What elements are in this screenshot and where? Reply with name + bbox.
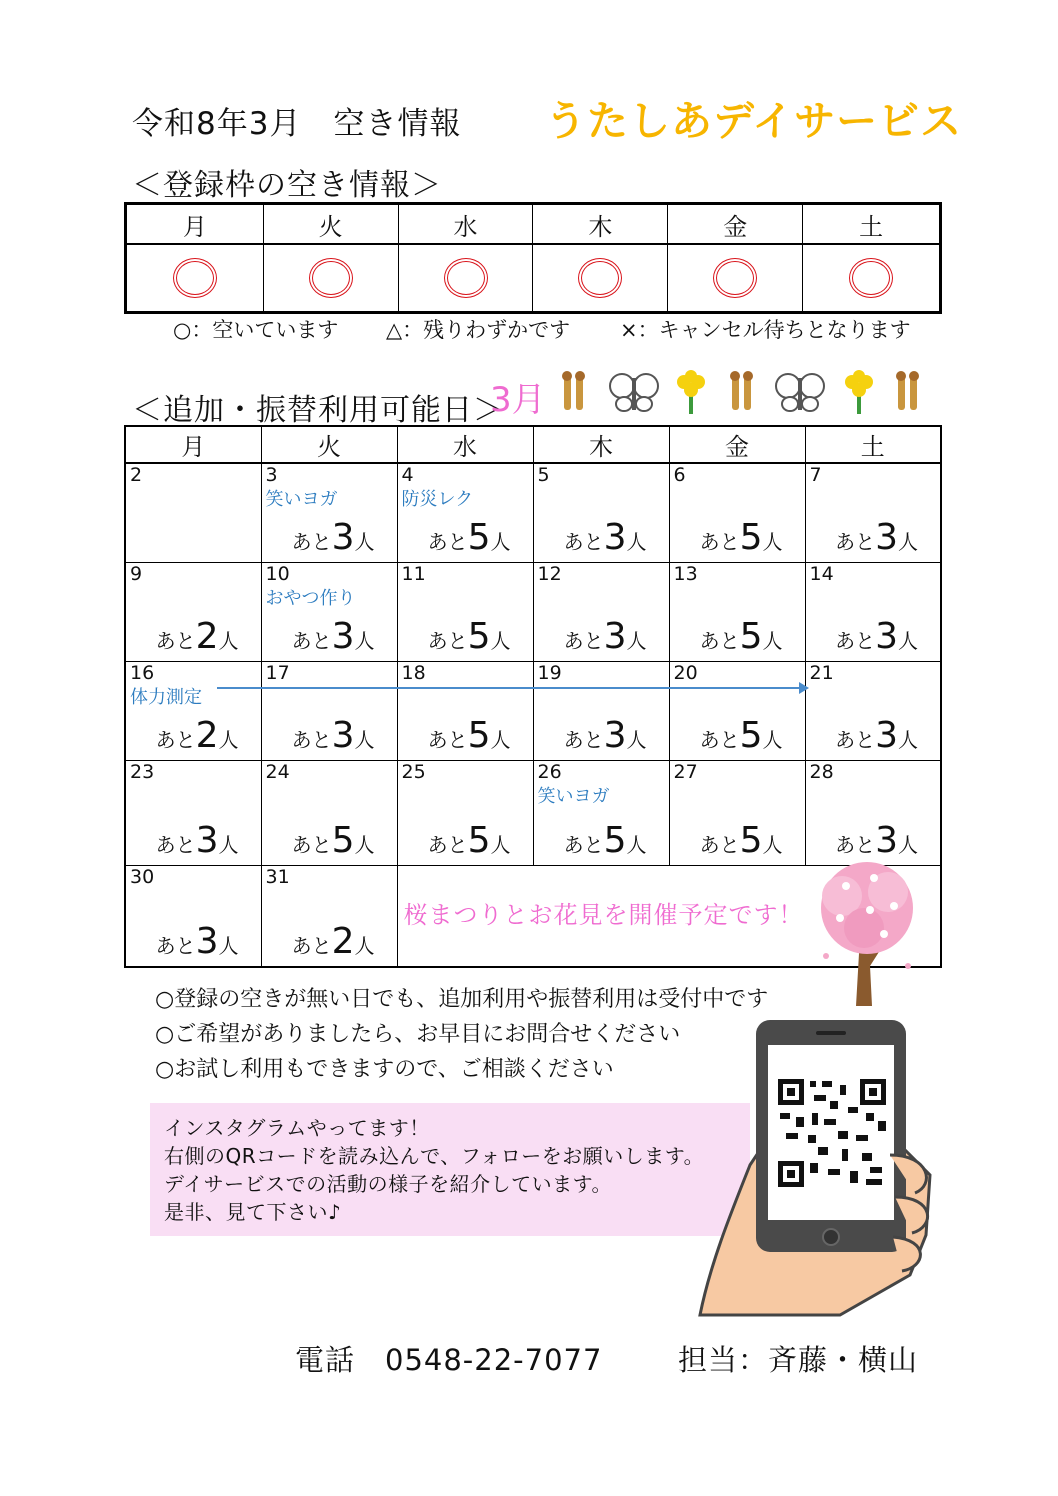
remaining-slots <box>835 616 918 657</box>
registration-table <box>124 202 942 314</box>
remaining-prefix: あと <box>155 934 196 958</box>
butterfly-icon <box>610 374 658 411</box>
calendar-day-cell <box>261 866 397 968</box>
remaining-unit: 人 <box>898 530 918 554</box>
remaining-slots <box>428 715 511 756</box>
rapeseed-flower-icon <box>677 370 705 414</box>
remaining-slots <box>564 616 647 657</box>
calendar-heading: ＜追加・振替利用可能日＞ <box>132 393 504 428</box>
date-number: 12 <box>537 563 562 585</box>
remaining-slots <box>564 820 647 861</box>
remaining-count: 2 <box>195 616 219 657</box>
remaining-count: 3 <box>331 616 355 657</box>
remaining-unit: 人 <box>354 728 375 752</box>
cal-day: 金 <box>669 426 805 463</box>
cal-day: 月 <box>125 426 261 463</box>
calendar-day-cell <box>261 463 397 563</box>
remaining-slots <box>700 715 783 756</box>
calendar-day-cell <box>397 463 533 563</box>
remaining-prefix: あと <box>563 728 604 752</box>
calendar-day-cell <box>805 563 941 662</box>
tsukushi-icon <box>730 371 753 410</box>
cherry-tree-icon <box>812 856 922 1012</box>
remaining-count: 3 <box>875 715 898 756</box>
remaining-count: 3 <box>875 616 898 657</box>
date-number: 4 <box>401 464 414 486</box>
remaining-prefix: あと <box>427 629 468 653</box>
remaining-count: 2 <box>195 715 219 756</box>
remaining-unit: 人 <box>626 833 647 857</box>
remaining-count: 3 <box>195 820 219 861</box>
remaining-prefix: あと <box>699 833 740 857</box>
remaining-prefix: あと <box>155 833 196 857</box>
remaining-unit: 人 <box>898 728 918 752</box>
remaining-count: 5 <box>331 820 355 861</box>
calendar-week-row <box>125 662 941 761</box>
sakura-event-note: 桜まつりとお花見を開催予定です！ <box>403 900 804 929</box>
remaining-prefix: あと <box>155 728 196 752</box>
remaining-prefix: あと <box>563 833 604 857</box>
date-number: 2 <box>130 464 143 486</box>
calendar-day-cell <box>805 463 941 563</box>
date-number: 13 <box>673 563 698 585</box>
note-line: ○ご希望がありましたら、お早目にお問合せください <box>155 1022 681 1047</box>
event-span-arrow-icon <box>215 680 815 696</box>
calendar-day-cell <box>261 563 397 662</box>
remaining-slots <box>835 820 918 861</box>
remaining-prefix: あと <box>291 934 332 958</box>
remaining-count: 3 <box>603 616 627 657</box>
qr-code-icon <box>776 1077 888 1189</box>
date-number: 9 <box>130 563 143 585</box>
staff-in-charge: 担当：斉藤・横山 <box>678 1343 919 1377</box>
remaining-slots <box>292 715 375 756</box>
phone-number: 電話 0548-22-7077 <box>295 1343 603 1377</box>
date-number: 17 <box>265 662 290 684</box>
remaining-count: 5 <box>467 715 491 756</box>
remaining-unit: 人 <box>354 629 375 653</box>
rapeseed-flower-icon <box>845 370 873 414</box>
remaining-prefix: あと <box>427 833 468 857</box>
remaining-prefix: あと <box>291 728 332 752</box>
calendar-day-cell <box>125 662 261 761</box>
remaining-slots <box>700 517 783 558</box>
remaining-count: 3 <box>195 921 219 962</box>
remaining-unit: 人 <box>490 728 511 752</box>
note-line: ○登録の空きが無い日でも、追加利用や振替利用は受付中です <box>155 987 769 1012</box>
calendar-week-row <box>125 761 941 866</box>
remaining-slots <box>292 616 375 657</box>
calendar-day-cell <box>397 563 533 662</box>
remaining-unit: 人 <box>218 629 239 653</box>
remaining-prefix: あと <box>835 728 876 752</box>
date-number: 16 <box>130 662 155 684</box>
remaining-prefix: あと <box>563 530 604 554</box>
remaining-prefix: あと <box>563 629 604 653</box>
event-label: 体力測定 <box>130 687 202 708</box>
reg-day: 金 <box>668 204 803 245</box>
calendar-day-cell <box>533 563 669 662</box>
cal-day: 火 <box>261 426 397 463</box>
calendar-day-cell <box>397 761 533 866</box>
remaining-prefix: あと <box>427 728 468 752</box>
reg-day: 水 <box>398 204 533 245</box>
event-label: 防災レク <box>401 489 474 510</box>
month-label: 3月 <box>490 380 546 420</box>
date-number: 28 <box>809 761 834 783</box>
spring-decoration-icon <box>560 366 940 416</box>
available-mark <box>173 258 217 298</box>
butterfly-icon <box>776 374 824 411</box>
remaining-unit: 人 <box>626 728 647 752</box>
calendar-day-cell <box>261 662 397 761</box>
calendar-day-cell <box>669 662 805 761</box>
remaining-unit: 人 <box>762 530 783 554</box>
event-label: 笑いヨガ <box>537 786 610 807</box>
remaining-prefix: あと <box>835 833 876 857</box>
remaining-unit: 人 <box>898 833 918 857</box>
tsukushi-icon <box>562 371 585 410</box>
remaining-unit: 人 <box>218 728 239 752</box>
calendar-day-cell <box>125 463 261 563</box>
calendar-day-cell <box>125 563 261 662</box>
remaining-unit: 人 <box>218 934 239 958</box>
date-number: 25 <box>401 761 426 783</box>
remaining-prefix: あと <box>699 530 740 554</box>
available-mark <box>849 258 893 298</box>
instagram-line: インスタグラムやってます！ <box>164 1116 430 1140</box>
cal-day: 木 <box>533 426 669 463</box>
remaining-slots <box>700 616 783 657</box>
remaining-count: 5 <box>739 616 763 657</box>
calendar-day-cell <box>125 866 261 968</box>
remaining-unit: 人 <box>354 833 375 857</box>
remaining-count: 3 <box>331 715 355 756</box>
cal-day: 水 <box>397 426 533 463</box>
remaining-count: 5 <box>467 517 491 558</box>
remaining-unit: 人 <box>354 530 375 554</box>
remaining-slots <box>428 616 511 657</box>
page-title: 令和8年3月 空き情報 <box>132 106 462 142</box>
available-mark <box>444 258 488 298</box>
instagram-line: 是非、見て下さい♪ <box>164 1200 342 1224</box>
calendar-day-cell <box>261 761 397 866</box>
remaining-count: 3 <box>331 517 355 558</box>
remaining-unit: 人 <box>490 629 511 653</box>
date-number: 14 <box>809 563 834 585</box>
date-number: 20 <box>673 662 698 684</box>
remaining-prefix: あと <box>427 530 468 554</box>
brand-logo-text: うたしあデイサービス <box>545 97 963 145</box>
date-number: 31 <box>265 866 290 888</box>
reg-day: 火 <box>263 204 398 245</box>
event-label: おやつ作り <box>265 588 356 609</box>
remaining-slots <box>428 517 511 558</box>
remaining-unit: 人 <box>354 934 375 958</box>
reg-day: 月 <box>126 204 264 245</box>
remaining-count: 5 <box>603 820 627 861</box>
remaining-unit: 人 <box>762 629 783 653</box>
remaining-slots <box>156 921 239 962</box>
date-number: 10 <box>265 563 290 585</box>
note-line: ○お試し利用もできますので、ご相談ください <box>155 1057 614 1082</box>
calendar-day-cell <box>397 662 533 761</box>
calendar-day-cell <box>533 463 669 563</box>
calendar-day-cell <box>533 662 669 761</box>
instagram-line: 右側のQRコードを読み込んで、フォローをお願いします。 <box>164 1144 705 1168</box>
remaining-slots <box>292 820 375 861</box>
calendar-day-cell <box>805 662 941 761</box>
remaining-unit: 人 <box>490 530 511 554</box>
reg-day: 木 <box>533 204 668 245</box>
phone-in-hand-illustration[interactable] <box>690 1015 940 1330</box>
remaining-prefix: あと <box>699 728 740 752</box>
tsukushi-icon <box>896 371 919 410</box>
date-number: 26 <box>537 761 562 783</box>
remaining-slots <box>564 715 647 756</box>
cal-day: 土 <box>805 426 941 463</box>
date-number: 27 <box>673 761 698 783</box>
calendar-week-row <box>125 463 941 563</box>
remaining-prefix: あと <box>699 629 740 653</box>
remaining-count: 5 <box>739 517 763 558</box>
remaining-slots <box>564 517 647 558</box>
remaining-slots <box>428 820 511 861</box>
date-number: 19 <box>537 662 562 684</box>
date-number: 5 <box>537 464 550 486</box>
remaining-prefix: あと <box>291 530 332 554</box>
remaining-prefix: あと <box>291 629 332 653</box>
remaining-unit: 人 <box>762 728 783 752</box>
remaining-unit: 人 <box>762 833 783 857</box>
available-mark <box>713 258 757 298</box>
remaining-slots <box>835 517 918 558</box>
remaining-slots <box>292 517 375 558</box>
remaining-count: 3 <box>603 517 627 558</box>
legend-few: △：残りわずかです <box>386 318 571 342</box>
date-number: 21 <box>809 662 834 684</box>
calendar-day-cell <box>669 761 805 866</box>
date-number: 6 <box>673 464 686 486</box>
remaining-unit: 人 <box>626 629 647 653</box>
remaining-prefix: あと <box>291 833 332 857</box>
date-number: 18 <box>401 662 426 684</box>
calendar-day-cell <box>669 463 805 563</box>
remaining-prefix: あと <box>835 530 876 554</box>
date-number: 3 <box>265 464 278 486</box>
remaining-prefix: あと <box>155 629 196 653</box>
instagram-line: デイサービスでの活動の様子を紹介しています。 <box>164 1172 612 1196</box>
remaining-count: 5 <box>467 616 491 657</box>
available-mark <box>309 258 353 298</box>
remaining-count: 5 <box>739 820 763 861</box>
legend-open: ○：空いています <box>173 318 339 342</box>
registration-heading: ＜登録枠の空き情報＞ <box>132 168 442 203</box>
date-number: 24 <box>265 761 290 783</box>
remaining-unit: 人 <box>898 629 918 653</box>
remaining-count: 3 <box>875 517 898 558</box>
remaining-count: 2 <box>331 921 355 962</box>
calendar-week-row <box>125 563 941 662</box>
date-number: 11 <box>401 563 426 585</box>
reg-day: 土 <box>803 204 941 245</box>
date-number: 23 <box>130 761 155 783</box>
remaining-unit: 人 <box>218 833 239 857</box>
remaining-unit: 人 <box>490 833 511 857</box>
remaining-slots <box>700 820 783 861</box>
remaining-count: 3 <box>603 715 627 756</box>
remaining-slots <box>156 616 239 657</box>
remaining-slots <box>156 715 239 756</box>
remaining-count: 5 <box>467 820 491 861</box>
remaining-unit: 人 <box>626 530 647 554</box>
remaining-slots <box>835 715 918 756</box>
remaining-slots <box>156 820 239 861</box>
calendar-day-cell <box>669 563 805 662</box>
calendar-day-cell <box>533 761 669 866</box>
calendar-day-cell <box>805 761 941 866</box>
remaining-prefix: あと <box>835 629 876 653</box>
remaining-count: 5 <box>739 715 763 756</box>
event-label: 笑いヨガ <box>265 489 338 510</box>
date-number: 30 <box>130 866 155 888</box>
calendar-day-cell <box>125 761 261 866</box>
legend-waitlist: ×：キャンセル待ちとなります <box>620 318 911 342</box>
remaining-count: 3 <box>875 820 898 861</box>
remaining-slots <box>292 921 375 962</box>
date-number: 7 <box>809 464 822 486</box>
available-mark <box>578 258 622 298</box>
